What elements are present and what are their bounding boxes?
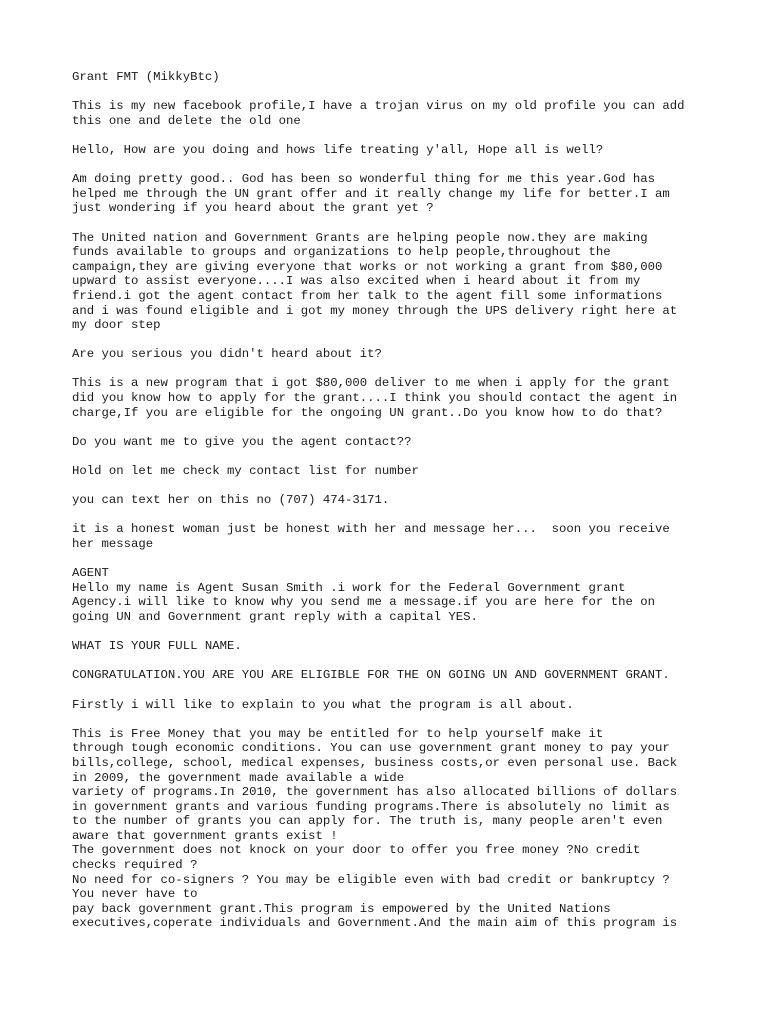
text-line: my door step	[72, 318, 161, 333]
text-line: CONGRATULATION.YOU ARE YOU ARE ELIGIBLE FOR THE ON GOING UN AND GOVERNMENT GRANT.	[72, 668, 670, 683]
text-line: helped me through the UN grant offer and it really change my life for better.I am	[72, 186, 670, 201]
paragraph	[72, 435, 712, 450]
text-line: in government grants and various funding programs.There is absolutely no limit as	[72, 799, 670, 814]
paragraph	[72, 99, 712, 128]
paragraph	[72, 464, 712, 479]
text-line: did you know how to apply for the grant....I think you should contact the agent in	[72, 391, 678, 406]
text-line: upward to assist everyone....I was also excited when i heard about it from my	[72, 274, 641, 289]
text-line: in 2009, the government made available a wide	[72, 770, 405, 785]
text-line: Hello, How are you doing and hows life treating y'all, Hope all is well?	[72, 142, 604, 157]
text-line: to the number of grants you can apply for. The truth is, many people aren't even	[72, 814, 663, 829]
text-line: bills,college, school, medical expenses, business costs,or even personal use. Back	[72, 755, 678, 770]
text-line: campaign,they are giving everyone that works or not working a grant from $80,000	[72, 259, 663, 274]
text-line: Firstly i will like to explain to you what the program is all about.	[72, 697, 574, 712]
text-line: Am doing pretty good.. God has been so wonderful thing for me this year.God has	[72, 172, 655, 187]
text-line: aware that government grants exist !	[72, 828, 338, 843]
document-page	[72, 70, 712, 946]
text-line: This is Free Money that you may be entitled for to help yourself make it	[72, 726, 604, 741]
paragraph	[72, 231, 712, 333]
text-line: You never have to	[72, 887, 198, 902]
text-line: this one and delete the old one	[72, 113, 301, 128]
paragraph	[72, 70, 712, 85]
text-line: through tough economic conditions. You can use government grant money to pay your	[72, 741, 670, 756]
text-line: No need for co-signers ? You may be eligible even with bad credit or bankruptcy ?	[72, 872, 670, 887]
paragraph	[72, 727, 712, 931]
text-line: just wondering if you heard about the grant yet ?	[72, 201, 434, 216]
text-line: WHAT IS YOUR FULL NAME.	[72, 639, 242, 654]
paragraph	[72, 347, 712, 362]
paragraph	[72, 376, 712, 420]
text-line: The government does not knock on your door to offer you free money ?No credit	[72, 843, 641, 858]
paragraph	[72, 172, 712, 216]
paragraph	[72, 566, 712, 624]
text-line: Agency.i will like to know why you send me a message.if you are here for the on	[72, 595, 655, 610]
text-line: checks required ?	[72, 858, 198, 873]
text-line: This is my new facebook profile,I have a trojan virus on my old profile you can add	[72, 99, 685, 114]
text-line: it is a honest woman just be honest with her and message her... soon you receive	[72, 522, 670, 537]
text-line: going UN and Government grant reply with a capital YES.	[72, 609, 478, 624]
text-line: The United nation and Government Grants are helping people now.they are making	[72, 230, 648, 245]
paragraph	[72, 493, 712, 508]
text-line: and i was found eligible and i got my money through the UPS delivery right here at	[72, 303, 678, 318]
text-line: Are you serious you didn't heard about it?	[72, 347, 382, 362]
text-line: Do you want me to give you the agent contact??	[72, 434, 412, 449]
paragraph	[72, 522, 712, 551]
paragraph	[72, 668, 712, 683]
text-line: Hello my name is Agent Susan Smith .i work for the Federal Government grant	[72, 580, 626, 595]
text-line: pay back government grant.This program is empowered by the United Nations	[72, 901, 611, 916]
text-line: friend.i got the agent contact from her talk to the agent fill some informations	[72, 288, 663, 303]
text-line: charge,If you are eligible for the ongoing UN grant..Do you know how to do that?	[72, 405, 663, 420]
text-line: Hold on let me check my contact list for number	[72, 464, 419, 479]
text-line: executives,coperate individuals and Government.And the main aim of this program is	[72, 916, 678, 931]
paragraph	[72, 143, 712, 158]
paragraph	[72, 698, 712, 713]
paragraph	[72, 639, 712, 654]
text-line: Grant FMT (MikkyBtc)	[72, 70, 220, 84]
text-line: you can text her on this no (707) 474-3171.	[72, 493, 390, 508]
text-line: AGENT	[72, 566, 109, 581]
text-line: This is a new program that i got $80,000 deliver to me when i apply for the grant	[72, 376, 670, 391]
text-line: variety of programs.In 2010, the government has also allocated billions of dollars	[72, 785, 678, 800]
text-line: her message	[72, 537, 154, 551]
text-line: funds available to groups and organizations to help people,throughout the	[72, 245, 611, 260]
